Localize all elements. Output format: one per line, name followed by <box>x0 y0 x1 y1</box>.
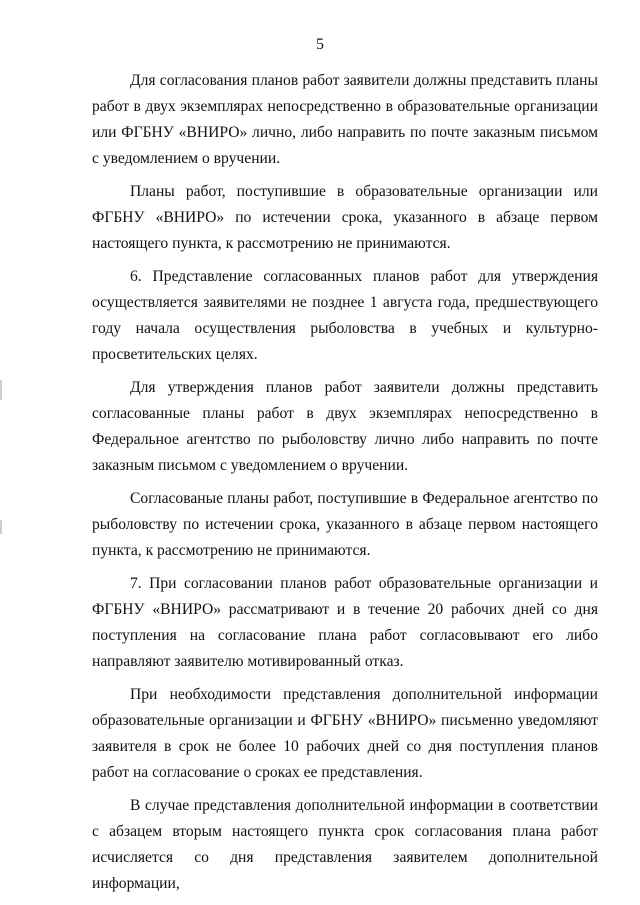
paragraph-late-submissions-rejected: Планы работ, поступившие в образовательные организации или ФГБНУ «ВНИРО» по истечении срока, указанного в абзаце первом настоящего пункта, к рассмотрению не принимаются. <box>92 183 598 252</box>
paragraph-additional-info-request: При необходимости представления дополнительной информации образовательные организации и ФГБНУ «ВНИРО» письменно уведомляют заявителя в срок не более 10 рабочих дней со дня поступления планов работ на согласование о сроках ее представления. <box>92 686 598 781</box>
paragraph-submission-to-agency: Для утверждения планов работ заявители должны представить согласованные планы работ в двух экземплярах непосредственно в Федеральное агентство по рыболовству лично либо направить по почте заказным письмом с уведомлением о вручении. <box>92 379 598 474</box>
paragraph-item-7-review: 7. При согласовании планов работ образовательные организации и ФГБНУ «ВНИРО» рассматривают и в течение 20 рабочих дней со дня поступления на согласование плана работ согласовывают его либо направляют заявителю мотивированный отказ. <box>92 575 598 670</box>
paragraph-item-6-deadline: 6. Представление согласованных планов работ для утверждения осуществляется заявителями не позднее 1 августа года, предшествующего году начала осуществления рыболовства в учебных и культурно-просветительских целях. <box>92 268 598 363</box>
scan-edge-mark <box>0 380 2 400</box>
scan-edge-mark <box>0 520 2 534</box>
page-number: 5 <box>316 36 324 53</box>
document-body <box>92 68 598 904</box>
paragraph-agency-late-rejected: Согласованые планы работ, поступившие в Федеральное агентство по рыболовству по истечении срока, указанного в абзаце первом настоящего пункта, к рассмотрению не принимаются. <box>92 490 598 559</box>
paragraph-additional-info-timing: В случае представления дополнительной информации в соответствии с абзацем вторым настоящего пункта срок согласования плана работ исчисляется со дня представления заявителем дополнительной информации, <box>92 797 598 892</box>
paragraph-submission-for-approval: Для согласования планов работ заявители должны представить планы работ в двух экземплярах непосредственно в образовательные организации или ФГБНУ «ВНИРО» лично, либо направить по почте заказным письмом с уведомлением о вручении. <box>92 72 598 167</box>
